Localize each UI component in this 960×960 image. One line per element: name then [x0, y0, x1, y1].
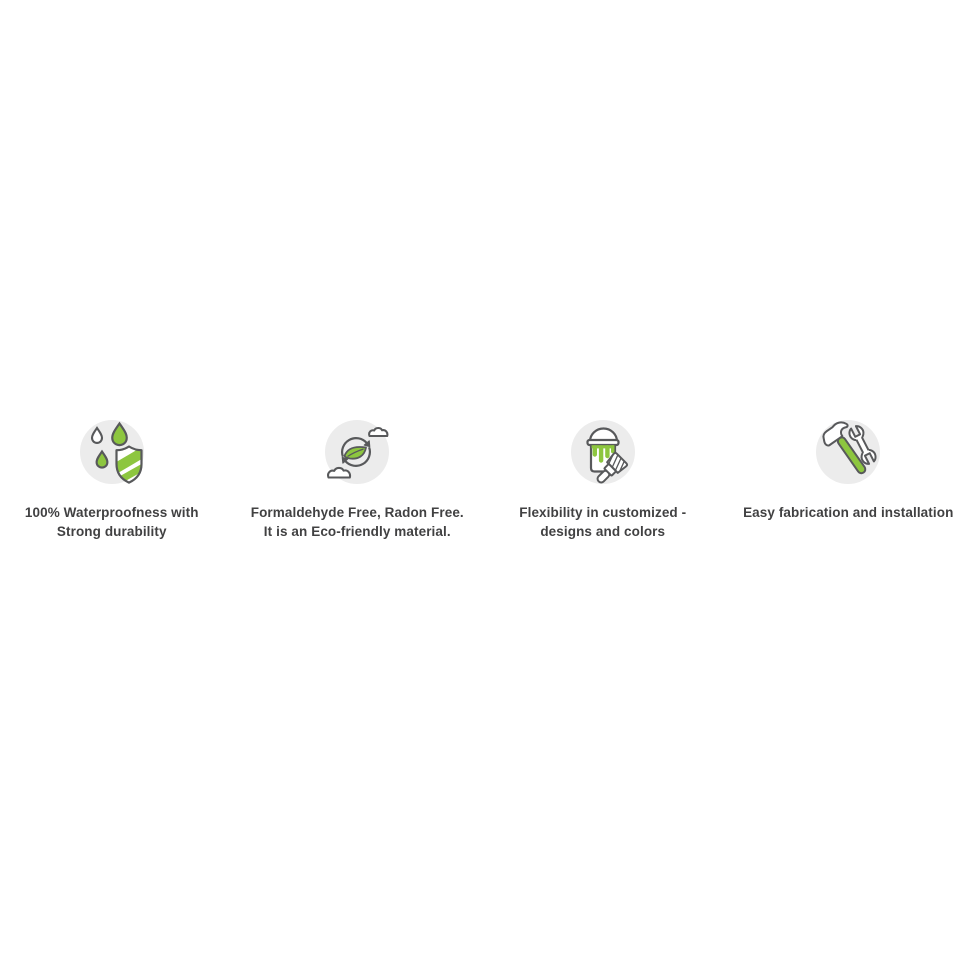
feature-caption: [743, 503, 953, 522]
feature-icon-circle: [571, 420, 635, 484]
feature-caption-line: Easy fabrication and installation: [743, 505, 954, 520]
feature-icon-circle: [325, 420, 389, 484]
feature-row: [0, 420, 960, 541]
feature-caption-line: 100% Waterproofness with: [24, 505, 199, 520]
feature-caption-line: Formaldehyde Free, Radon Free.: [250, 505, 464, 520]
hammer-wrench-icon: [816, 420, 880, 484]
paint-bucket-brush-icon: [571, 420, 635, 484]
feature-caption-line: Flexibility in customized -: [519, 505, 687, 520]
feature-caption-line: designs and colors: [540, 524, 666, 539]
feature-caption: [251, 503, 464, 541]
feature-card-waterproof: [0, 420, 235, 541]
feature-caption-line: It is an Eco-friendly material.: [263, 524, 451, 539]
waterproof-shield-icon: [80, 420, 144, 484]
feature-icon-circle: [80, 420, 144, 484]
feature-icon-circle: [816, 420, 880, 484]
feature-caption-line: Strong durability: [56, 524, 167, 539]
feature-caption: [25, 503, 199, 541]
feature-card-installation: [726, 420, 960, 541]
eco-recycle-leaf-icon: [325, 420, 389, 484]
feature-caption: [519, 503, 686, 541]
feature-card-eco: [235, 420, 481, 541]
feature-card-customization: [480, 420, 726, 541]
